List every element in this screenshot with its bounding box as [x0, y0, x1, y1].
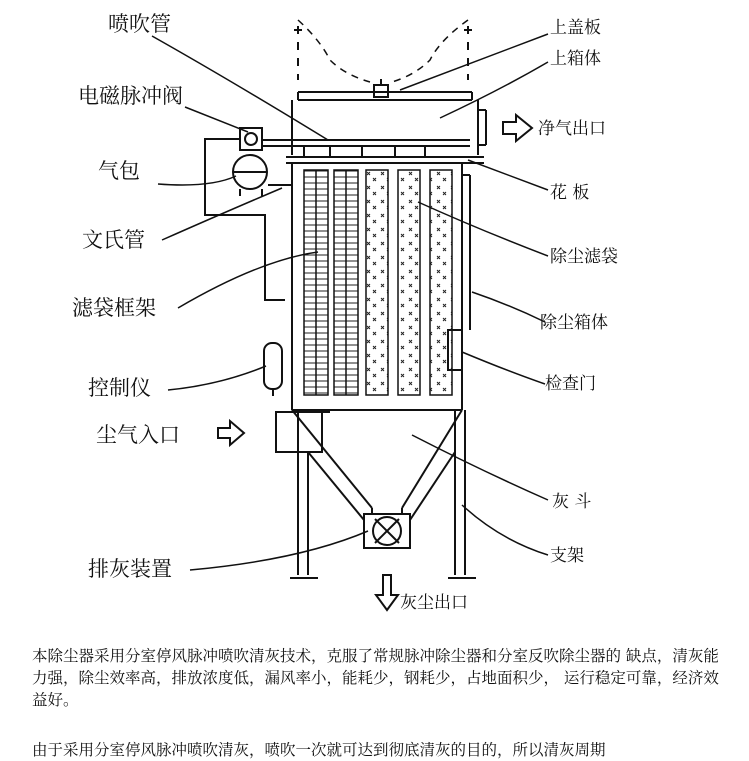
label-inspection-door: 检查门: [545, 374, 596, 394]
label-solenoid-valve: 电磁脉冲阀: [78, 84, 183, 108]
controller: [264, 343, 282, 396]
air-bag: [233, 155, 267, 196]
label-controller: 控制仪: [88, 376, 151, 400]
tube-sheet: [286, 157, 484, 163]
label-blow-pipe: 喷吹管: [108, 12, 171, 36]
filter-bags: [366, 170, 452, 395]
label-venturi: 文氏管: [82, 228, 145, 252]
label-upper-box: 上箱体: [550, 49, 601, 69]
description-paragraph-2: 由于采用分室停风脉冲喷吹清灰，喷吹一次就可达到彻底清灰的目的，所以清灰周期: [32, 741, 606, 759]
description-paragraph-1: 本除尘器采用分室停风脉冲喷吹清灰技术，克服了常规脉冲除尘器和分室反吹除尘器的 缺点，清灰能力强，除尘效率高，排放浓度低，漏风率小，能耗少，钢耗少，占地面积少， 运行稳定可靠，经济效益好。: [32, 647, 719, 709]
label-tube-sheet: 花 板: [550, 183, 590, 203]
clean-gas-outlet-arrow: [503, 115, 532, 141]
blow-pipe: [262, 140, 470, 156]
bag-cages: [304, 170, 358, 395]
top-cover-assembly: [294, 20, 472, 100]
dust-gas-inlet-arrow: [218, 421, 244, 445]
ash-discharge-device: [364, 514, 410, 548]
label-dust-gas-inlet: 尘气入口: [96, 423, 180, 447]
label-air-bag: 气包: [98, 159, 140, 183]
dust-outlet-arrow: [376, 575, 398, 610]
label-clean-gas-outlet: 净气出口: [538, 119, 606, 139]
label-filter-bag: 除尘滤袋: [550, 247, 618, 267]
label-ash-hopper: 灰 斗: [552, 492, 592, 512]
label-ash-discharge: 排灰装置: [88, 557, 172, 581]
label-dust-box: 除尘箱体: [540, 313, 608, 333]
support-legs: [290, 410, 476, 578]
label-dust-outlet: 灰尘出口: [400, 593, 468, 613]
label-top-cover: 上盖板: [550, 18, 601, 38]
label-bag-cage: 滤袋框架: [72, 296, 156, 320]
label-support: 支架: [550, 546, 584, 566]
solenoid-valve: [240, 128, 262, 150]
